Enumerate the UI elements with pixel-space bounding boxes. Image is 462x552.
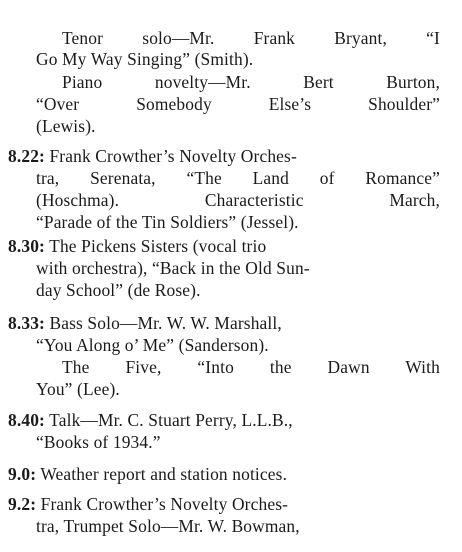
program-line <box>8 313 282 333</box>
time-label: 8.22: <box>8 146 45 166</box>
program-line: tra, Trumpet Solo—Mr. W. Bowman, <box>36 516 300 536</box>
time-label: 8.40: <box>8 410 45 430</box>
program-line <box>8 494 440 514</box>
time-label: 8.33: <box>8 313 45 333</box>
program-line: “Books of 1934.” <box>36 432 161 452</box>
program-text: Frank Crowther’s Novelty Orches- <box>44 146 297 166</box>
program-line: You” (Lee). <box>36 379 120 399</box>
program-text: Weather report and station notices. <box>36 464 288 484</box>
program-line <box>8 236 266 256</box>
program-text: Frank Crowther’s Novelty Orches- <box>36 494 289 514</box>
time-label: 9.0: <box>8 464 37 484</box>
program-line: (Lewis). <box>36 116 96 136</box>
program-line: day School” (de Rose). <box>36 280 201 300</box>
program-line <box>8 410 293 430</box>
program-line: “Parade of the Tin Soldiers” (Jessel). <box>36 212 299 232</box>
program-line: Piano novelty—Mr. Bert Burton, <box>62 72 440 92</box>
program-text: Talk—Mr. C. Stuart Perry, L.L.B., <box>44 410 293 430</box>
program-text: Bass Solo—Mr. W. W. Marshall, <box>44 313 282 333</box>
program-line: tra, Serenata, “The Land of Romance” <box>36 168 440 188</box>
program-text: The Pickens Sisters (vocal trio <box>44 236 267 256</box>
program-line <box>8 464 287 484</box>
program-line: Go My Way Singing” (Smith). <box>36 49 254 69</box>
program-line: “Over Somebody Else’s Shoulder” <box>36 94 440 114</box>
program-line: with orchestra), “Back in the Old Sun- <box>36 258 310 278</box>
program-line <box>8 146 440 166</box>
program-line: (Hoschma). Characteristic March, <box>36 190 440 210</box>
time-label: 8.30: <box>8 236 45 256</box>
program-line: “You Along o’ Me” (Sanderson). <box>36 335 269 355</box>
program-line: The Five, “Into the Dawn With <box>62 357 440 377</box>
time-label: 9.2: <box>8 494 37 514</box>
program-line: Tenor solo—Mr. Frank Bryant, “I <box>62 28 440 48</box>
